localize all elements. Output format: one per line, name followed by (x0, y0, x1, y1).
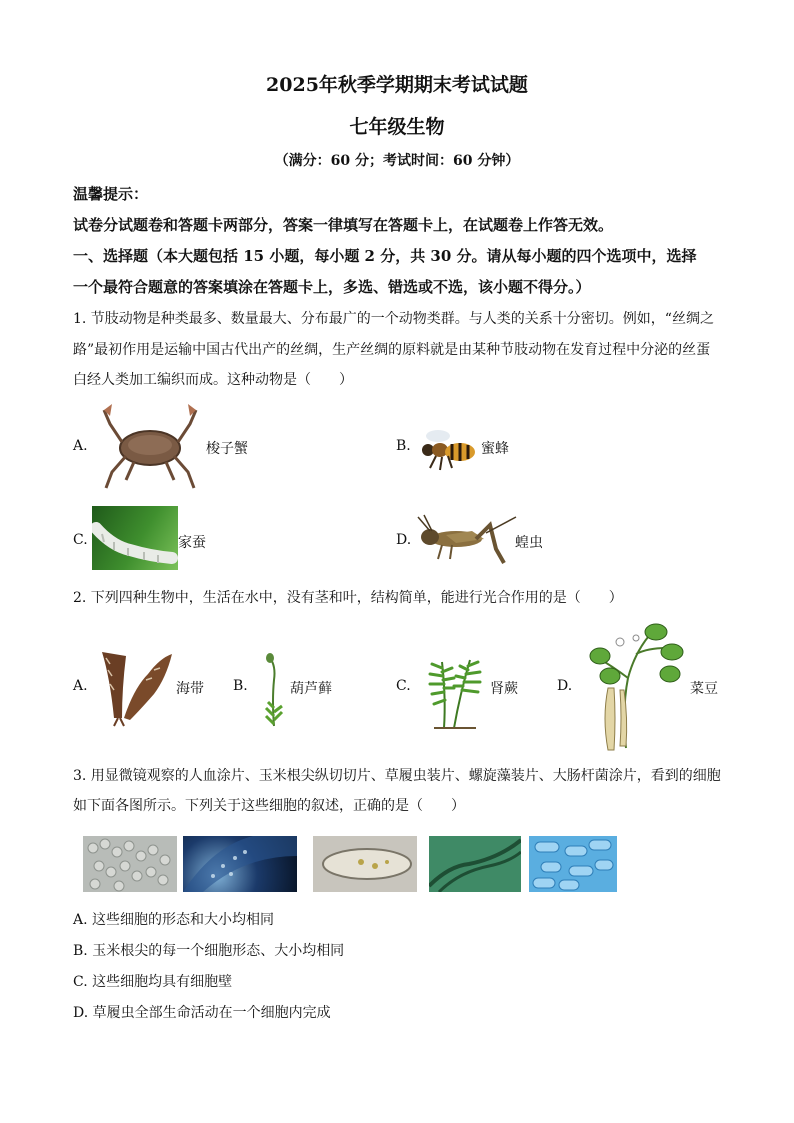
q3-stem-line1: 3. 用显微镜观察的人血涂片、玉米根尖纵切切片、草履虫装片、螺旋藻装片、大肠杆菌涂片，看到的细胞 (73, 768, 721, 784)
q3-option-a[interactable]: A. 这些细胞的形态和大小均相同 (73, 912, 275, 928)
q1-option-d-letter[interactable]: D. (396, 532, 412, 548)
q1-option-b-name: 蜜蜂 (481, 441, 509, 457)
crab-icon (98, 402, 202, 492)
q2-option-c-name: 肾蕨 (490, 681, 518, 697)
exam-title: 2025年秋季学期期末考试试题 (266, 74, 528, 96)
q2-option-b-name: 葫芦藓 (290, 681, 332, 697)
q1-option-c-name: 家蚕 (178, 535, 206, 551)
q3-option-b[interactable]: B. 玉米根尖的每一个细胞形态、大小均相同 (73, 943, 345, 959)
q1-option-c-letter[interactable]: C. (73, 532, 88, 548)
section1-line2: 一个最符合题意的答案填涂在答题卡上，多选、错选或不选，该小题不得分。） (73, 278, 591, 296)
moss-icon (258, 650, 290, 730)
q1-option-d-name: 蝗虫 (515, 535, 543, 551)
tips-text: 试卷分试题卷和答题卡两部分，答案一律填写在答题卡上，在试题卷上作答无效。 (73, 216, 614, 234)
paramecium-image (313, 836, 417, 892)
blood-smear-image (83, 836, 177, 892)
q2-option-a-letter[interactable]: A. (73, 678, 88, 694)
exam-info: （满分：60 分；考试时间：60 分钟） (274, 153, 520, 169)
q2-option-b-letter[interactable]: B. (233, 678, 248, 694)
tips-label: 温馨提示： (73, 185, 149, 203)
q1-stem-line2: 路”最初作用是运输中国古代出产的丝绸，生产丝绸的原料就是由某种节肢动物在发育过程中分泌的丝蛋 (73, 342, 711, 358)
q3-option-c[interactable]: C. 这些细胞均具有细胞壁 (73, 974, 233, 990)
q2-option-d-name: 菜豆 (690, 681, 718, 697)
q2-option-d-letter[interactable]: D. (557, 678, 573, 694)
q2-option-c-letter[interactable]: C. (396, 678, 411, 694)
q2-stem: 2. 下列四种生物中，生活在水中，没有茎和叶，结构简单，能进行光合作用的是（ ） (73, 590, 623, 606)
section1-line1: 一、选择题（本大题包括 15 小题，每小题 2 分，共 30 分。请从每小题的四个选项中，选择 (73, 247, 697, 265)
kelp-icon (96, 648, 176, 728)
bean-plant-icon (586, 618, 690, 752)
q1-option-b-letter[interactable]: B. (396, 438, 411, 454)
silkworm-icon (92, 506, 178, 570)
fern-icon (424, 648, 486, 730)
spirulina-image (429, 836, 521, 892)
q3-option-d[interactable]: D. 草履虫全部生命活动在一个细胞内完成 (73, 1005, 331, 1021)
exam-subject: 七年级生物 (349, 116, 445, 138)
grasshopper-icon (416, 513, 518, 569)
e-coli-image (529, 836, 617, 892)
q1-stem-line1: 1. 节肢动物是种类最多、数量最大、分布最广的一个动物类群。与人类的关系十分密切。例如，“丝绸之 (73, 311, 714, 327)
bee-icon (416, 428, 478, 472)
q2-option-a-name: 海带 (176, 681, 204, 697)
q3-stem-line2: 如下面各图所示。下列关于这些细胞的叙述，正确的是（ ） (73, 798, 465, 814)
q1-option-a-name: 梭子蟹 (206, 441, 248, 457)
q1-option-a-letter[interactable]: A. (73, 438, 88, 454)
root-tip-image (183, 836, 297, 892)
q1-stem-line3: 白经人类加工编织而成。这种动物是（ ） (73, 372, 353, 388)
